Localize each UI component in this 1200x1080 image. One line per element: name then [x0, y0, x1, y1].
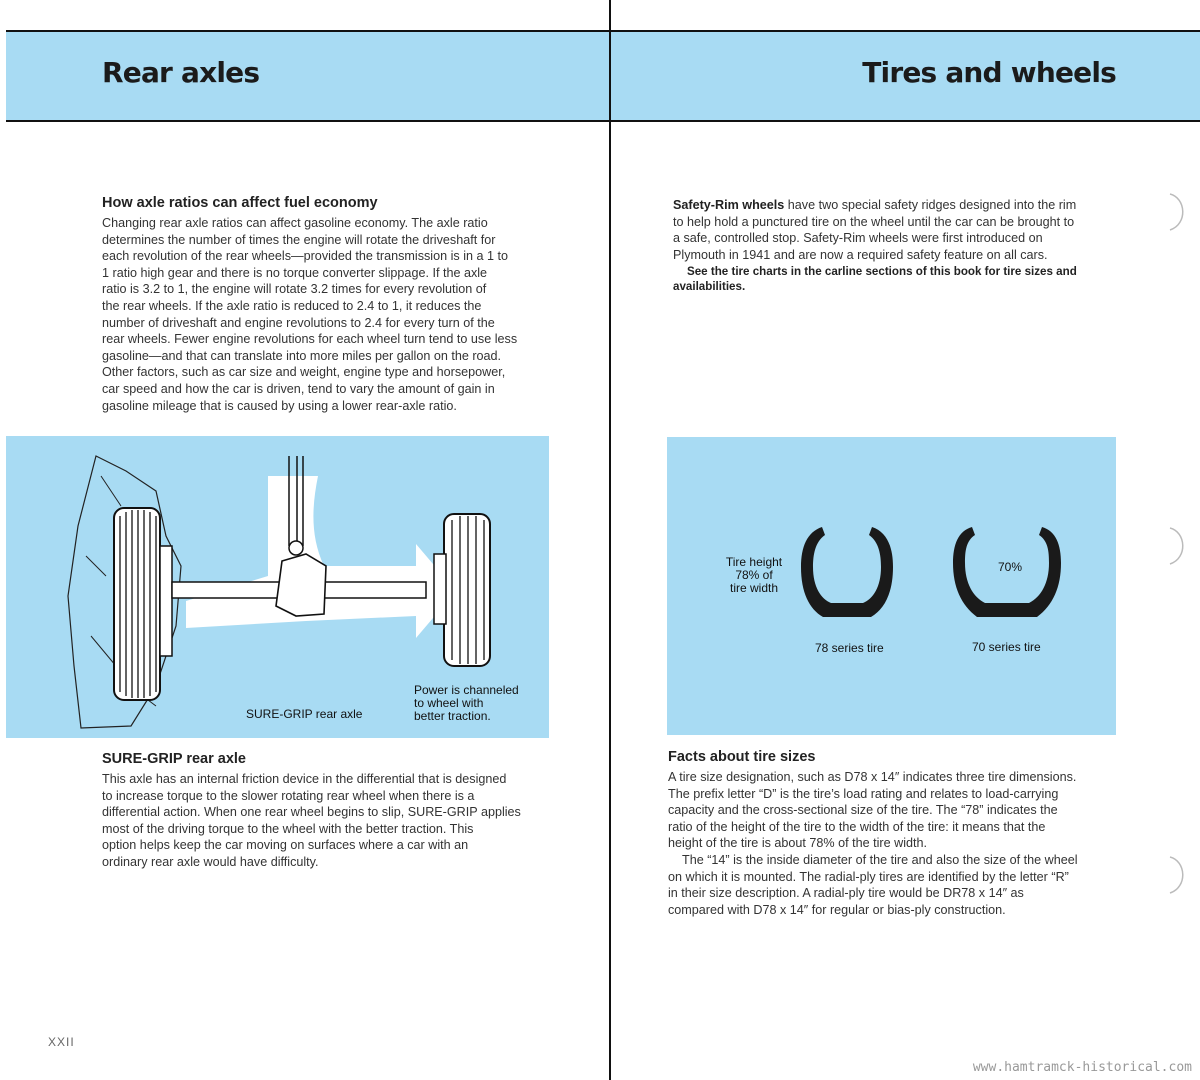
axle-ratio-body — [102, 215, 572, 414]
tire-height-label-line: Tire height — [725, 555, 783, 569]
safety-rim-line: Plymouth in 1941 and are now a required safety feature on all cars. — [673, 247, 1048, 262]
axle-ratio-line: ratio is 3.2 to 1, the engine will rotate 3.2 times for every revolution of — [102, 282, 487, 297]
tire-height-label-line: 78% of — [735, 568, 773, 582]
tire-chart-note — [673, 264, 1143, 294]
sure-grip-line: This axle has an internal friction device in the differential that is designed — [102, 772, 507, 786]
sure-grip-heading: SURE-GRIP rear axle — [102, 751, 246, 767]
binder-tab-mark — [1162, 192, 1192, 232]
tire-sizes-line: capacity and the cross-sectional size of the tire. The “78” indicates the — [668, 803, 1058, 818]
bottom-rule-right — [611, 120, 1200, 122]
axle-ratio-line: gasoline mileage that is caused by using a lower rear-axle ratio. — [102, 398, 457, 413]
safety-rim-body — [673, 197, 1143, 294]
axle-ratio-line: number of driveshaft and engine revolutions to 2.4 for every turn of the — [102, 315, 495, 330]
power-label-line: Power is channeled — [414, 683, 519, 697]
safety-rim-first-line — [673, 197, 1143, 214]
binder-tab-mark — [1162, 526, 1192, 566]
sure-grip-line: differential action. When one rear wheel begins to slip, SURE-GRIP applies — [102, 805, 521, 820]
axle-ratio-line: Changing rear axle ratios can affect gasoline economy. The axle ratio — [102, 216, 488, 230]
top-rule-right — [611, 30, 1200, 32]
tire-sizes-line: ratio of the height of the tire to the width of the tire: it means that the — [668, 819, 1046, 834]
tire-chart-note-line: availabilities. — [673, 280, 746, 294]
axle-ratio-line: car speed and how the car is driven, tend to vary the amount of gain in — [102, 381, 495, 396]
tire-sizes-heading: Facts about tire sizes — [668, 749, 816, 765]
axle-ratio-line: determines the number of times the engine will rotate the driveshaft for — [102, 232, 496, 247]
sure-grip-line: most of the driving torque to the wheel with the better traction. This — [102, 821, 474, 836]
rear-axle-illustration — [6, 436, 549, 738]
sure-grip-line: to increase torque to the slower rotating rear wheel when there is a — [102, 788, 475, 803]
tire-70-percent-label: 70% — [998, 560, 1023, 574]
axle-ratio-line: rear wheels. Fewer engine revolutions for each wheel turn tend to use less — [102, 332, 518, 347]
tire-sizes-line: height of the tire is about 78% of the tire width. — [668, 836, 928, 851]
sure-grip-line: ordinary rear axle would have difficulty. — [102, 854, 319, 869]
bottom-rule-left — [6, 120, 609, 122]
axle-ratio-line: the rear wheels. If the axle ratio is reduced to 2.4 to 1, it reduces the — [102, 298, 482, 313]
axle-ratio-line: each revolution of the rear wheels—provided the transmission is in a 1 to — [102, 249, 509, 264]
tire-series-illustration — [667, 437, 1116, 735]
page-number: XXII — [48, 1035, 75, 1049]
top-rule-left — [6, 30, 609, 32]
tire-70-caption: 70 series tire — [972, 640, 1041, 654]
left-page-title: Rear axles — [102, 56, 260, 89]
binder-tab-mark — [1162, 855, 1192, 895]
tire-sizes-line: The prefix letter “D” is the tire’s load rating and relates to load-carrying — [668, 786, 1059, 801]
tire-78-profile — [801, 527, 893, 617]
left-title-band — [6, 30, 609, 120]
axle-ratio-heading: How axle ratios can affect fuel economy — [102, 195, 378, 211]
safety-rim-lead: Safety-Rim wheels — [673, 198, 785, 212]
safety-rim-first-rest: have two special safety ridges designed into the rim — [784, 198, 1077, 212]
site-watermark: www.hamtramck-historical.com — [972, 1060, 1192, 1075]
axle-ratio-line: gasoline—and that can translate into more miles per gallon on the road. — [102, 348, 502, 363]
tire-sizes-line: compared with D78 x 14″ for regular or bias-ply construction. — [668, 902, 1006, 917]
tire-sizes-line: on which it is mounted. The radial-ply tires are identified by the letter “R” — [668, 869, 1069, 884]
tire-sizes-line: A tire size designation, such as D78 x 14″ indicates three tire dimensions. — [668, 770, 1077, 784]
axle-ratio-line: 1 ratio high gear and there is no torque converter slippage. If the axle — [102, 265, 488, 280]
power-label-line: to wheel with — [414, 696, 484, 710]
axle-ratio-line: Other factors, such as car size and weight, engine type and horsepower, — [102, 365, 506, 380]
power-label-line: better traction. — [414, 709, 491, 723]
power-channeled-label — [414, 684, 519, 723]
tire-sizes-body — [668, 769, 1138, 918]
sure-grip-body — [102, 771, 572, 871]
page-gutter-line — [609, 0, 611, 1080]
sure-grip-axle-label: SURE-GRIP rear axle — [246, 707, 363, 721]
tire-chart-note-line: See the tire charts in the carline sections of this book for tire sizes and — [687, 265, 1077, 279]
right-page-title: Tires and wheels — [862, 56, 1116, 89]
tire-sizes-line: in their size description. A radial-ply tire would be DR78 x 14″ as — [668, 886, 1024, 901]
tire-sizes-line: The “14” is the inside diameter of the tire and also the size of the wheel — [682, 852, 1078, 867]
safety-rim-line: a safe, controlled stop. Safety-Rim wheels were first introduced on — [673, 231, 1043, 246]
tire-height-label — [719, 556, 789, 595]
tire-78-caption: 78 series tire — [815, 641, 884, 655]
tire-height-label-line: tire width — [729, 581, 779, 595]
safety-rim-line: to help hold a punctured tire on the wheel until the car can be brought to — [673, 214, 1075, 229]
sure-grip-line: option helps keep the car moving on surfaces where a car with an — [102, 838, 469, 853]
